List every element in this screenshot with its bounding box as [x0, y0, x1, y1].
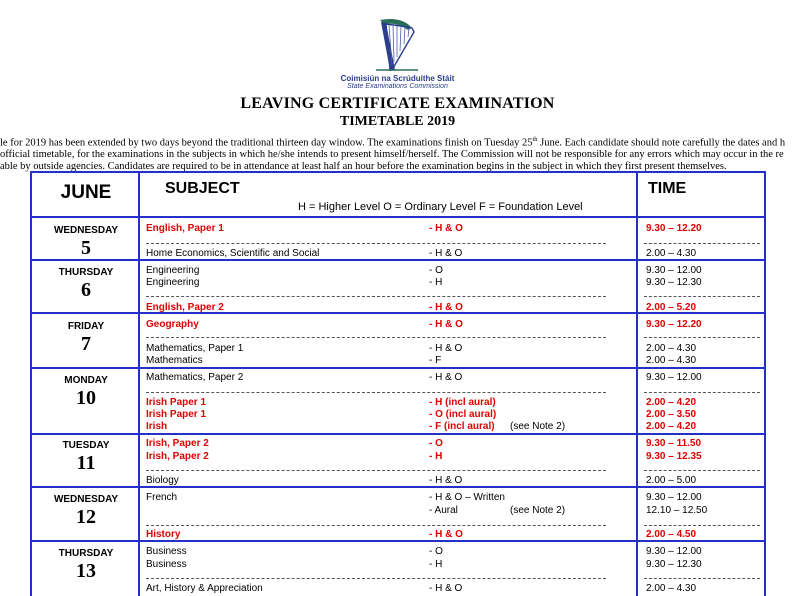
- dashed-separator: [644, 470, 760, 471]
- level-text: - H & O: [429, 319, 463, 330]
- subject-name: Business: [146, 546, 187, 557]
- day-number: 6: [81, 279, 91, 301]
- level-text: - O: [429, 265, 443, 276]
- harp-logo-icon: [372, 18, 422, 72]
- day-cell: [34, 321, 138, 355]
- org-name-english: State Examinations Commission: [347, 83, 448, 90]
- level-text: - F (incl aural): [429, 421, 495, 432]
- day-name: WEDNESDAY: [53, 494, 119, 505]
- page-subtitle: TIMETABLE 2019: [339, 114, 456, 129]
- day-number: 7: [81, 333, 91, 355]
- dashed-separator: [644, 392, 760, 393]
- subject-name: History: [146, 529, 181, 540]
- day-cell: [34, 225, 138, 259]
- day-number: 10: [76, 387, 96, 409]
- subject-name: Business: [146, 559, 187, 570]
- time-text: 2.00 – 4.30: [646, 583, 697, 594]
- dashed-separator: [146, 296, 606, 297]
- dashed-separator: [644, 243, 760, 244]
- time-text: 2.00 – 5.20: [646, 302, 697, 313]
- dashed-separator: [146, 392, 606, 393]
- subject-name: Home Economics, Scientific and Social: [146, 248, 320, 259]
- day-number: 5: [81, 237, 91, 259]
- dashed-separator: [644, 337, 760, 338]
- time-text: 2.00 – 4.50: [646, 529, 697, 540]
- time-text: 2.00 – 3.50: [646, 409, 697, 420]
- note-text: (see Note 2): [510, 421, 566, 432]
- level-text: - H & O – Written: [429, 492, 505, 503]
- day-name: THURSDAY: [58, 548, 114, 559]
- row-divider: [32, 216, 764, 218]
- subject-name: Engineering: [146, 265, 200, 276]
- level-text: - H & O: [429, 223, 463, 234]
- column-divider: [636, 173, 638, 596]
- dashed-separator: [146, 578, 606, 579]
- time-text: 2.00 – 4.20: [646, 421, 697, 432]
- dashed-separator: [146, 525, 606, 526]
- time-text: 2.00 – 4.30: [646, 248, 697, 259]
- level-text: - H & O: [429, 343, 463, 354]
- day-cell: [34, 548, 138, 582]
- day-name: THURSDAY: [58, 267, 114, 278]
- subject-name: Mathematics, Paper 1: [146, 343, 244, 354]
- intro-line-2: official timetable, for the examinations in the subjects in which he/she intends to present himself/herself. The Commission will not be responsible for any errors which may occur in the re: [0, 149, 784, 161]
- level-text: - Aural: [429, 505, 458, 516]
- row-divider: [32, 433, 764, 435]
- level-text: - H: [429, 277, 443, 288]
- time-text: 9.30 – 12.20: [646, 223, 702, 234]
- level-text: - H & O: [429, 529, 463, 540]
- day-number: 13: [76, 560, 96, 582]
- time-text: 2.00 – 4.30: [646, 343, 697, 354]
- dashed-separator: [644, 578, 760, 579]
- time-text: 9.30 – 12.00: [646, 492, 702, 503]
- subject-name: Irish Paper 1: [146, 409, 207, 420]
- level-text: - O: [429, 546, 443, 557]
- time-text: 9.30 – 12.20: [646, 319, 702, 330]
- level-text: - H (incl aural): [429, 397, 496, 408]
- time-text: 9.30 – 12.00: [646, 265, 702, 276]
- level-text: - H: [429, 559, 443, 570]
- subject-name: Irish, Paper 2: [146, 438, 209, 449]
- day-name: WEDNESDAY: [53, 225, 119, 236]
- page-title: LEAVING CERTIFICATE EXAMINATION: [240, 95, 555, 112]
- intro-line-3: able by outside agencies. Candidates are required to be in attendance at least half an hour before the examination begins in the subject in which they first present themselves.: [0, 160, 727, 172]
- subject-name: Geography: [146, 319, 199, 330]
- time-text: 9.30 – 12.00: [646, 372, 702, 383]
- time-text: 9.30 – 11.50: [646, 438, 702, 449]
- level-text: - O (incl aural): [429, 409, 497, 420]
- day-cell: [34, 375, 138, 409]
- time-text: 12.10 – 12.50: [646, 505, 708, 516]
- day-number: 12: [76, 506, 96, 528]
- intro-line-1: le for 2019 has been extended by two days beyond the traditional thirteen day window. The examinations finish on Tuesday 25th June. Each candidate should note carefully the dates and h: [0, 136, 786, 149]
- subject-name: Mathematics, Paper 2: [146, 372, 244, 383]
- time-header: TIME: [648, 180, 687, 197]
- timetable: [30, 171, 766, 596]
- time-text: 9.30 – 12.30: [646, 277, 702, 288]
- time-text: 9.30 – 12.00: [646, 546, 702, 557]
- column-divider: [138, 173, 140, 596]
- subject-name: Biology: [146, 475, 179, 486]
- dashed-separator: [146, 470, 606, 471]
- level-text: - H & O: [429, 475, 463, 486]
- subject-name: English, Paper 2: [146, 302, 224, 313]
- level-legend: H = Higher Level O = Ordinary Level F = Foundation Level: [298, 201, 583, 213]
- level-text: - H & O: [429, 302, 463, 313]
- level-text: - F: [429, 355, 442, 366]
- subject-name: Engineering: [146, 277, 200, 288]
- level-text: - H & O: [429, 372, 463, 383]
- org-name-irish: Coimisiún na Scrúduithe Stáit: [340, 74, 455, 83]
- subject-name: Irish, Paper 2: [146, 451, 209, 462]
- time-text: 2.00 – 4.30: [646, 355, 697, 366]
- day-name: MONDAY: [64, 375, 108, 386]
- day-name: TUESDAY: [62, 440, 110, 451]
- month-header: JUNE: [60, 182, 112, 203]
- time-text: 2.00 – 4.20: [646, 397, 697, 408]
- row-divider: [32, 367, 764, 369]
- subject-name: Irish Paper 1: [146, 397, 207, 408]
- day-name: FRIDAY: [67, 321, 105, 332]
- level-text: - O: [429, 438, 443, 449]
- subject-name: French: [146, 492, 178, 503]
- subject-name: Irish: [146, 421, 168, 432]
- day-number: 11: [76, 452, 96, 474]
- level-text: - H & O: [429, 583, 463, 594]
- subject-name: Mathematics: [146, 355, 203, 366]
- time-text: 2.00 – 5.00: [646, 475, 697, 486]
- level-text: - H: [429, 451, 443, 462]
- day-cell: [34, 440, 138, 474]
- time-text: 9.30 – 12.30: [646, 559, 702, 570]
- dashed-separator: [644, 296, 760, 297]
- subject-name: English, Paper 1: [146, 223, 224, 234]
- dashed-separator: [644, 525, 760, 526]
- intro-paragraph: [0, 134, 795, 172]
- day-cell: [34, 267, 138, 301]
- level-text: - H & O: [429, 248, 463, 259]
- subject-header: SUBJECT: [165, 180, 240, 197]
- note-text: (see Note 2): [510, 505, 566, 516]
- day-cell: [34, 494, 138, 528]
- time-text: 9.30 – 12.35: [646, 451, 702, 462]
- subject-name: Art, History & Appreciation: [146, 583, 263, 594]
- dashed-separator: [146, 243, 606, 244]
- dashed-separator: [146, 337, 606, 338]
